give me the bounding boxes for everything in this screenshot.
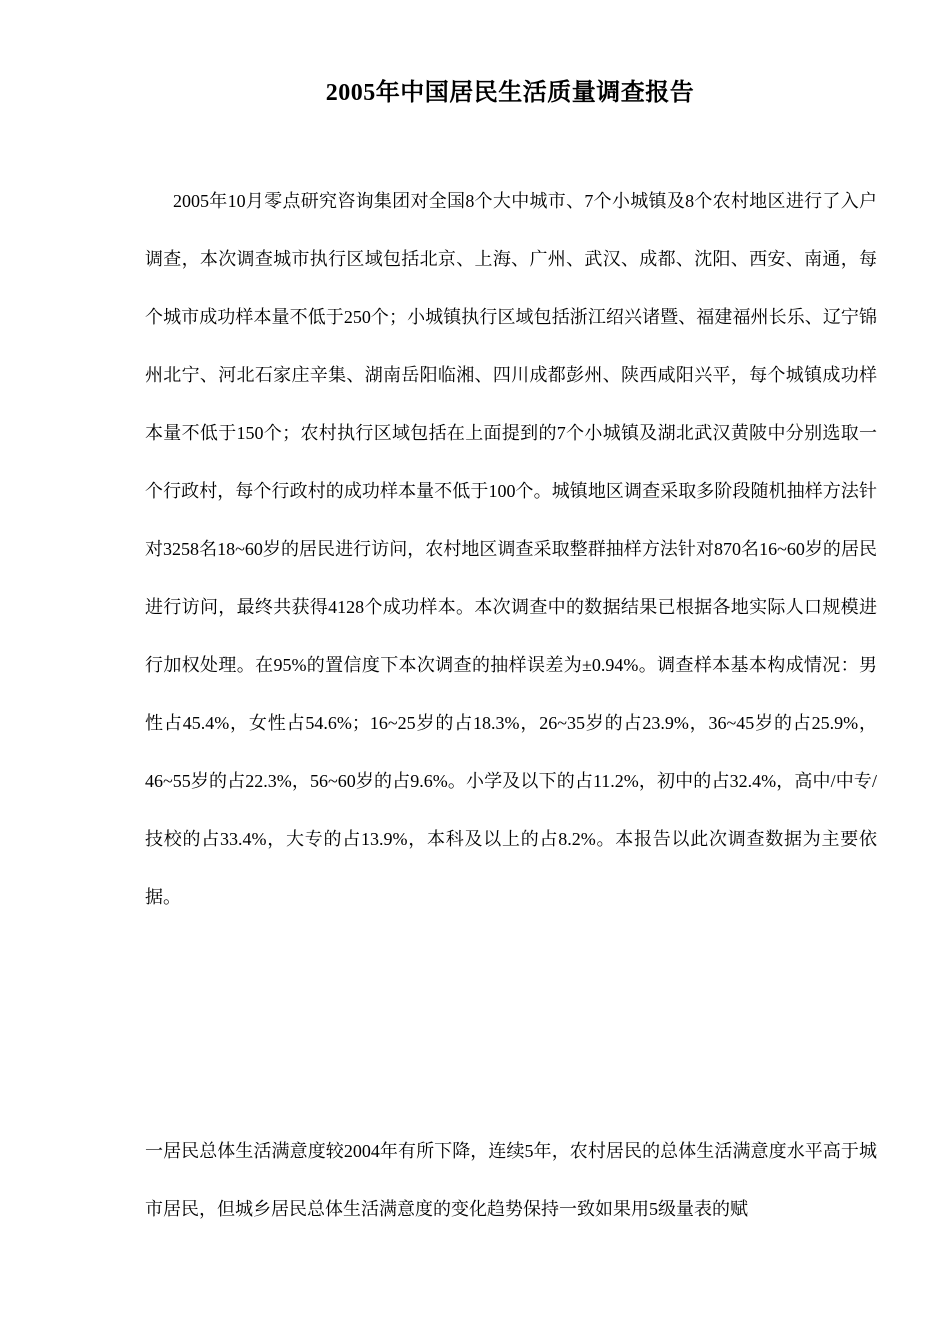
paragraph-survey-methodology: 2005年10月零点研究咨询集团对全国8个大中城市、7个小城镇及8个农村地区进行了入户调查，本次调查城市执行区域包括北京、上海、广州、武汉、成都、沈阳、西安、南通，每个城市成功样本量不低于250个；小城镇执行区域包括浙江绍兴诸暨、福建福州长乐、辽宁锦州北宁、河北石家庄辛集、湖南岳阳临湘、四川成都彭州、陕西咸阳兴平，每个城镇成功样本量不低于150个；农村执行区域包括在上面提到的7个小城镇及湖北武汉黄陂中分别选取一个行政村，每个行政村的成功样本量不低于100个。城镇地区调查采取多阶段随机抽样方法针对3258名18~60岁的居民进行访问，农村地区调查采取整群抽样方法针对870名16~60岁的居民进行访问，最终共获得4128个成功样本。本次调查中的数据结果已根据各地实际人口规模进行加权处理。在95%的置信度下本次调查的抽样误差为±0.94%。调查样本基本构成情况：男性占45.4%，女性占54.6%；16~25岁的占18.3%，26~35岁的占23.9%，36~45岁的占25.9%，46~55岁的占22.3%，56~60岁的占9.6%。小学及以下的占11.2%，初中的占32.4%，高中/中专/技校的占33.4%，大专的占13.9%，本科及以上的占8.2%。本报告以此次调查数据为主要依据。 — [145, 191, 877, 907]
document-title: 2005年中国居民生活质量调查报告 — [325, 80, 695, 107]
paragraph-overall-satisfaction: 一居民总体生活满意度较2004年有所下降，连续5年，农村居民的总体生活满意度水平高于城市居民，但城乡居民总体生活满意度的变化趋势保持一致如果用5级量表的赋 — [145, 1141, 877, 1219]
